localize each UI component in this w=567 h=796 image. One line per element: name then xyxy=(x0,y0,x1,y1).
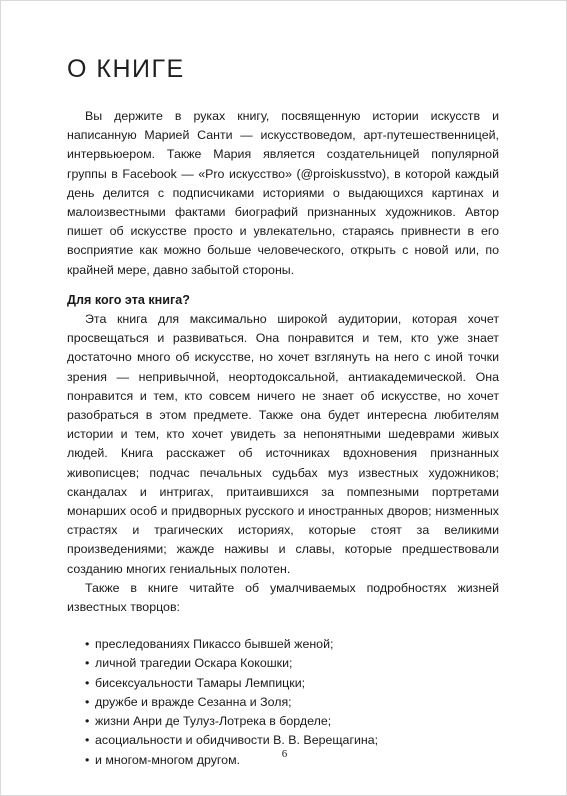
list-item: • и многом-многом другом. xyxy=(85,751,499,770)
page-content xyxy=(67,107,499,770)
list-item: • дружбе и вражде Сезанна и Золя; xyxy=(85,693,499,712)
page-number: 6 xyxy=(281,748,288,760)
audience-heading: Для кого эта книга? xyxy=(67,292,190,307)
list-item: • асоциальности и обидчивости В. В. Верещагина; xyxy=(85,731,499,750)
list-item: • преследованиях Пикассо бывшей женой; xyxy=(85,635,499,654)
details-lead-paragraph: Также в книге читайте об умалчиваемых подробностях жизней известных творцов: xyxy=(67,580,499,615)
list-item: • личной трагедии Оскара Кокошки; xyxy=(85,654,499,673)
list-item: • жизни Анри де Тулуз-Лотрека в борделе; xyxy=(85,712,499,731)
intro-paragraph: Вы держите в руках книгу, посвященную истории искусств и написанную Марией Санти — искусствоведом, арт-путешественницей, интервьюером. Также Мария является создательницей популярной группы в Facebook — «Pro искусство» (@proiskusstvo), в которой каждый день делится с подписчиками историями о выдающихся картинах и малоизвестными фактами биографий признанных художников. Автор пишет об искусстве просто и увлекательно, стараясь привнести в его восприятие как можно больше человеческого, открыть с новой или, по крайней мере, давно забытой стороны. xyxy=(67,109,499,277)
audience-paragraph: Эта книга для максимально широкой аудитории, которая хочет просвещаться и развиваться. Она понравится и тем, кто уже знает достаточно много об искусстве, но хочет взглянуть на него с иной точки зрения — непривычной, неортодоксальной, антиакадемической. Она понравится и тем, кто совсем ничего не знает об искусстве, но хочет разобраться в этом предмете. Также она будет интересна любителям истории и тем, кто хочет увидеть за непонятными шедеврами живых людей. Книга расскажет об источниках вдохновения признанных живописцев; подчас печальных судьбах муз известных художников; скандалах и интригах, притаившихся за помпезными портретами монарших особ и придворных русского и иностранных дворов; низменных страстях и трагических историях, которые стоят за великими произведениями; жажде наживы и славы, которые предшествовали созданию многих гениальных полотен. xyxy=(67,312,499,576)
list-item: • бисексуальности Тамары Лемпицки; xyxy=(85,674,499,693)
page-title: О КНИГЕ xyxy=(67,55,185,83)
